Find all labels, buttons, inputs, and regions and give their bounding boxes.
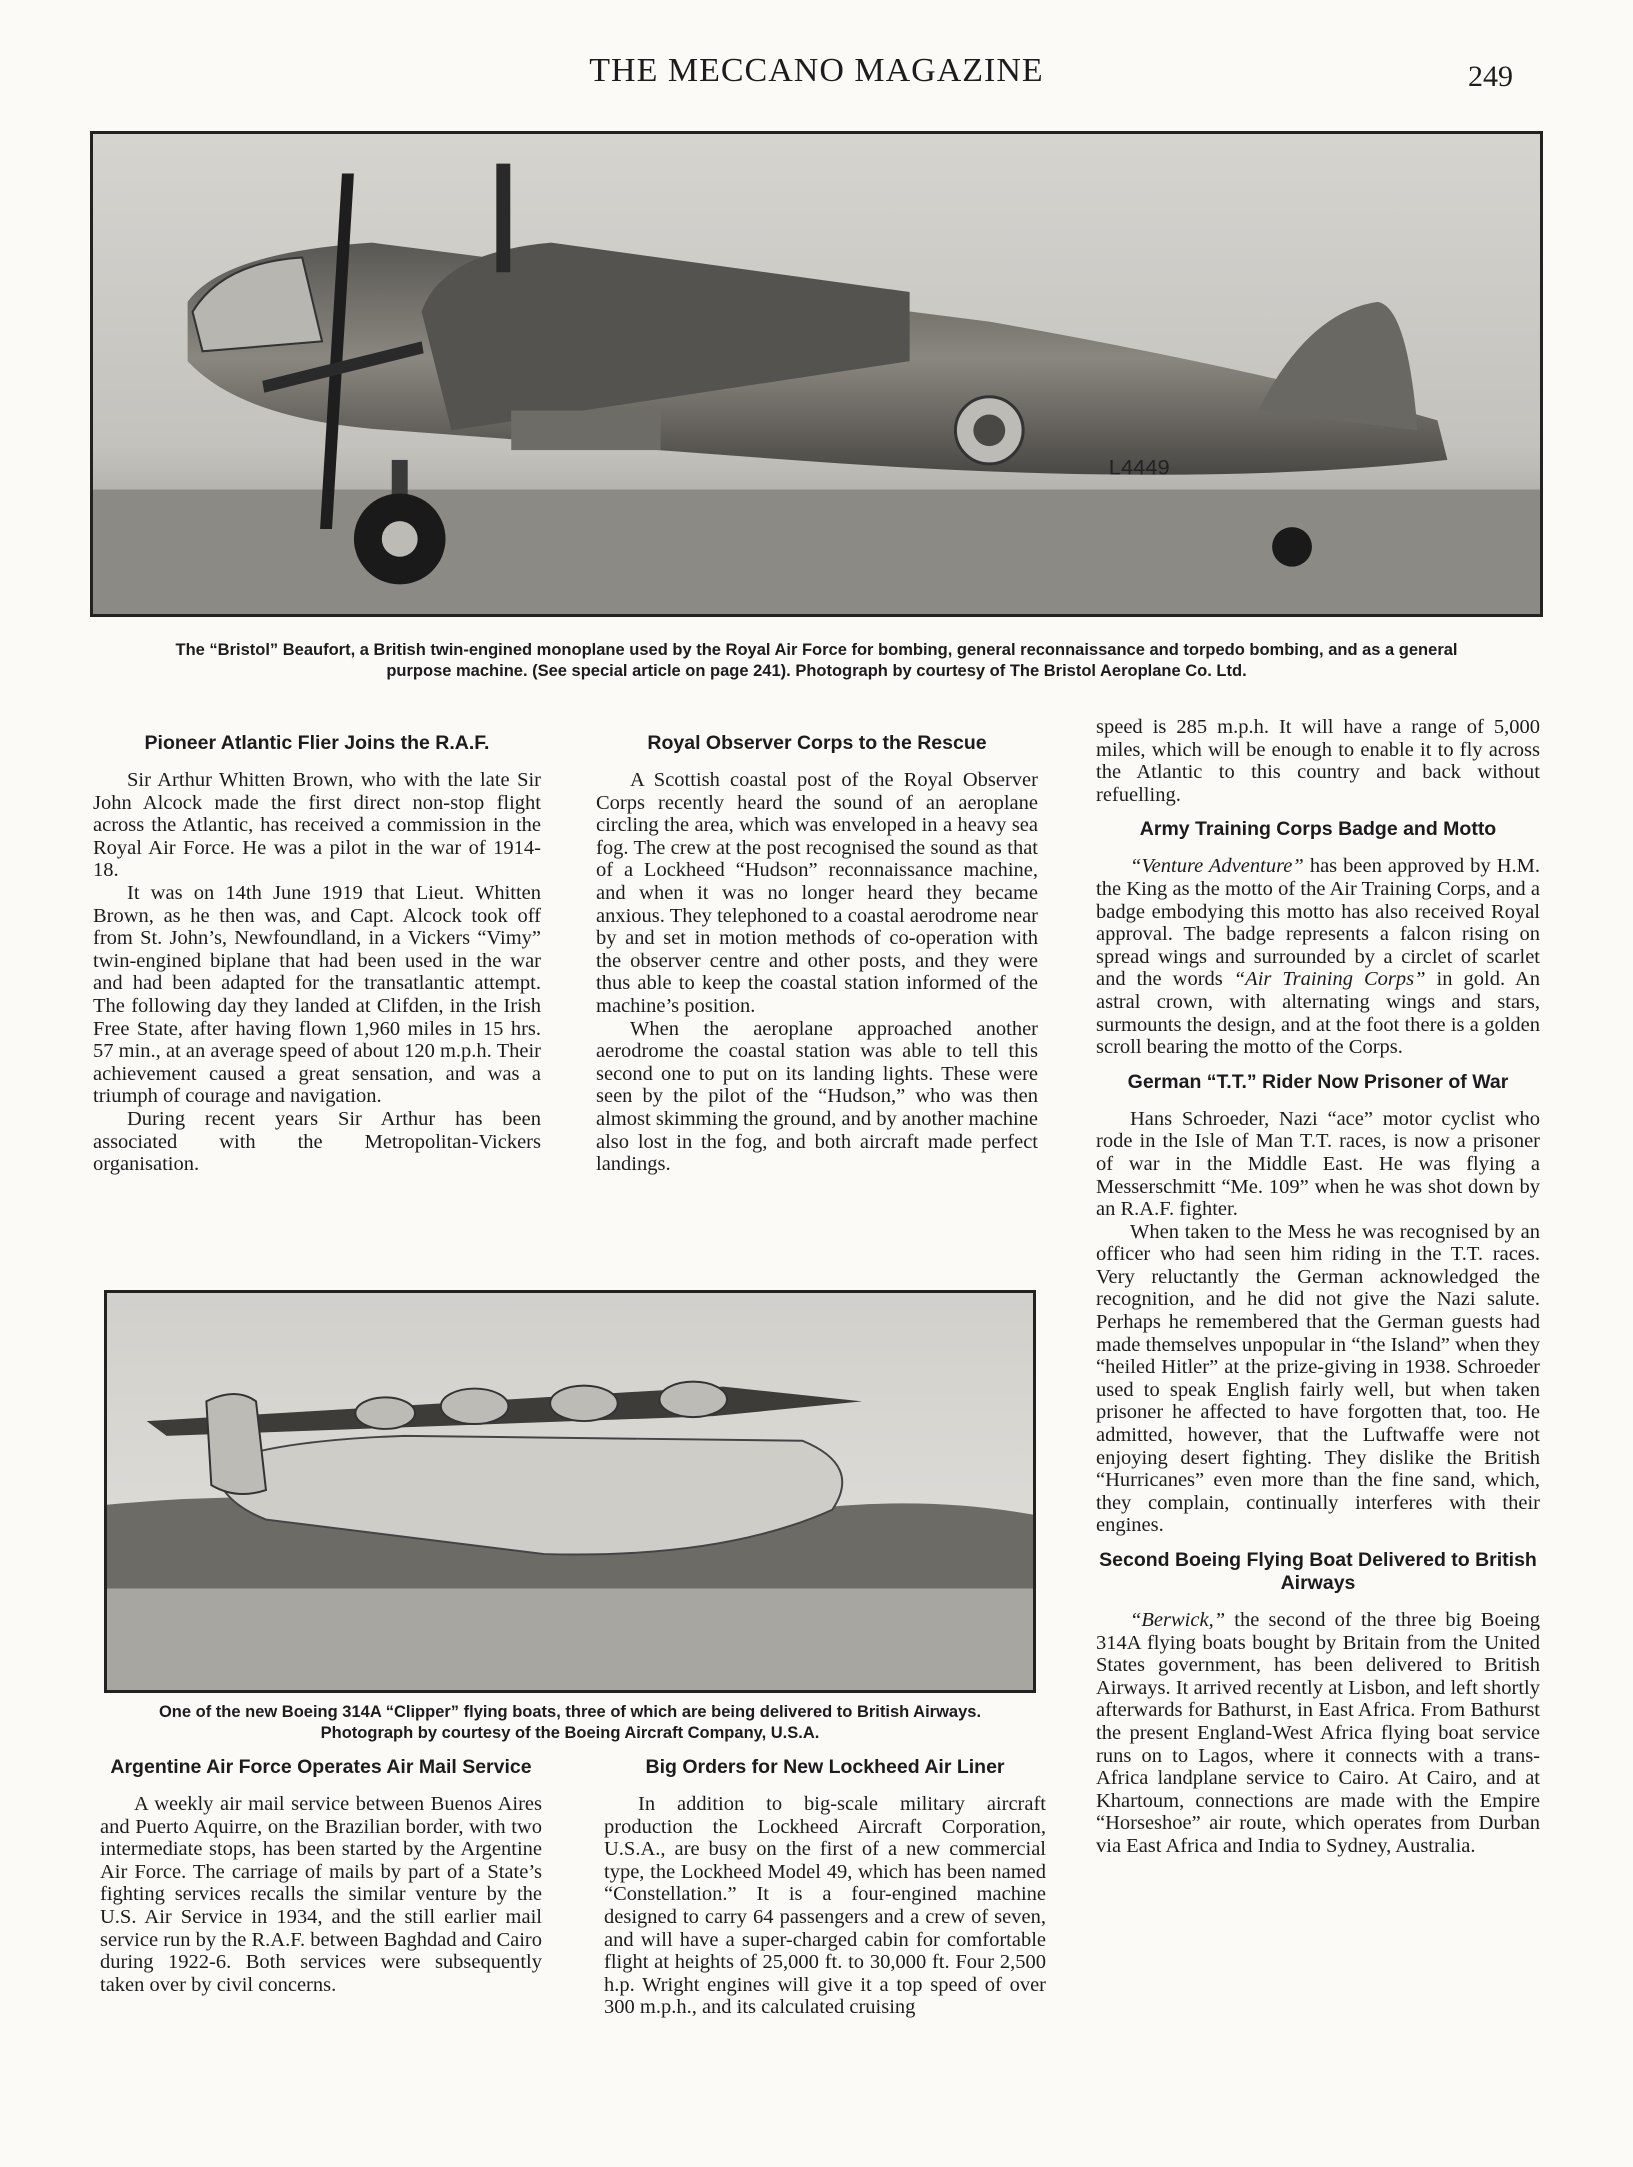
argentine-paragraph-1: A weekly air mail service between Buenos Aires and Puerto Aquirre, on the Brazilian border, with two intermediate stops, has been started by the Argentine Air Force. The carriage of mails by part of a State’s fighting services recalls the similar venture by the U.S. Air Service in 1934, and the still earlier mail service run by the R.A.F. between Baghdad and Cairo during 1922-6. Both services were subsequently taken over by civil concerns. <box>100 1793 542 1996</box>
training-motto: “Venture Adventure” <box>1130 855 1304 878</box>
running-head: THE MECCANO MAGAZINE <box>589 52 1044 89</box>
article-title-lockheed: Big Orders for New Lockheed Air Liner <box>645 1756 1005 1778</box>
column-middle-lower <box>604 1756 1046 2019</box>
observer-paragraph-2: When the aeroplane approached another aerodrome the coastal station was able to tell this second one to put on its landing lights. These were seen by the pilot of the “Hudson,” who was then almost skimming the ground, and by another machine also lost in the fog, and both aircraft made perfect landings. <box>596 1017 1038 1176</box>
beaufort-caption-line2: purpose machine. (See special article on page 241). Photograph by courtesy of The Bristol Aeroplane Co. Ltd. <box>386 662 1247 680</box>
beaufort-photo <box>90 131 1543 617</box>
observer-paragraph-1: A Scottish coastal post of the Royal Observer Corps recently heard the sound of an aeroplane circling the area, which was enveloped in a heavy sea fog. The crew at the post recognised the sound as that of a Lockheed “Hudson” reconnaissance machine, and when it was no longer heard they became anxious. They telephoned to a coastal aerodrome near by and set in motion methods of co-operation with the observer centre and other posts, and they were thus able to keep the coastal station informed of the machine’s position. <box>596 769 1038 1017</box>
page-number: 249 <box>1468 60 1513 93</box>
article-title-boeing: Second Boeing Flying Boat Delivered to British Airways <box>1099 1549 1537 1594</box>
training-text-a: has been approved by H.M. the King as the motto of the Air Training Corps, and a badge embodying this motto has also received Royal approval. The badge represents a falcon rising on spread wings and surrounded by a circlet of scarlet and the words <box>1096 855 1540 991</box>
beaufort-caption <box>70 640 1563 682</box>
boeing-name: “Berwick,” <box>1130 1609 1226 1631</box>
german-paragraph-1: Hans Schroeder, Nazi “ace” motor cyclist who rode in the Isle of Man T.T. races, is now a prisoner of war in the Middle East. He was flying a Messerschmitt “Me. 109” when he was shot down by an R.A.F. fighter. <box>1096 1107 1540 1221</box>
article-title-observer: Royal Observer Corps to the Rescue <box>647 732 987 754</box>
article-title-training: Army Training Corps Badge and Motto <box>1139 818 1497 841</box>
beaufort-caption-line1: The “Bristol” Beaufort, a British twin-engined monoplane used by the Royal Air Force for bombing, general reconnaissance and torpedo bombing, and as a general <box>175 641 1458 659</box>
boeing-paragraph-1 <box>1096 1609 1540 1858</box>
german-paragraph-2: When taken to the Mess he was recognised by an officer who had seen him riding in the T.T. races. Very reluctantly the German acknowledged the recognition, and he did not give the Nazi salute. Perhaps he remembered that the German guests had made themselves unpopular in “the Island” when they “heiled Hitler” at the prize-giving in 1938. Schroeder used to speak English fairly well, but when taken prisoner he affected to have forgotten that, too. He admitted, however, that the Luftwaffe were not enjoying desert fighting. They dislike the British “Hurricanes” even more than the fine sand, which, they complain, continually interferes with their engines. <box>1096 1220 1540 1537</box>
training-paragraph-1 <box>1096 855 1540 1058</box>
boeing-caption-line2: Photograph by courtesy of the Boeing Aircraft Company, U.S.A. <box>320 1724 820 1742</box>
pioneer-paragraph-1: Sir Arthur Whitten Brown, who with the late Sir John Alcock made the first direct non-stop flight across the Atlantic, has received a commission in the Royal Air Force. He was a pilot in the war of 1914-18. <box>93 769 541 882</box>
column-left-upper <box>93 732 541 1176</box>
article-title-argentine: Argentine Air Force Operates Air Mail Service <box>110 1756 532 1778</box>
training-corps-words: “Air Training Corps” <box>1233 968 1426 991</box>
article-title-german: German “T.T.” Rider Now Prisoner of War <box>1127 1070 1509 1093</box>
article-title-pioneer: Pioneer Atlantic Flier Joins the R.A.F. <box>144 732 490 754</box>
training-text-b: in gold. An astral crown, with alternating wings and stars, surmounts the design, and at the foot there is a golden scroll bearing the motto of the Corps. <box>1096 968 1540 1059</box>
boeing-photo <box>104 1290 1036 1693</box>
column-right <box>1096 716 1540 1858</box>
boeing-caption <box>96 1702 1044 1744</box>
column-middle-upper <box>596 732 1038 1176</box>
pioneer-paragraph-3: During recent years Sir Arthur has been associated with the Metropolitan-Vickers organisation. <box>93 1107 541 1176</box>
lockheed-paragraph-1: In addition to big-scale military aircraft production the Lockheed Aircraft Corporation, U.S.A., are busy on the first of a new commercial type, the Lockheed Model 49, which has been named “Constellation.” It is a four-engined machine designed to carry 64 passengers and a crew of seven, and will have a super-charged cabin for comfortable flight at heights of 25,000 ft. to 30,000 ft. Four 2,500 h.p. Wright engines will give it a top speed of over 300 m.p.h., and its calculated cruising <box>604 1793 1046 2019</box>
pioneer-paragraph-2: It was on 14th June 1919 that Lieut. Whitten Brown, as he then was, and Capt. Alcock took off from St. John’s, Newfoundland, in a Vickers “Vimy” twin-engined biplane that had been used in the war and had been adapted for the transatlantic attempt. The following day they landed at Clifden, in the Irish Free State, after having flown 1,960 miles in 15 hrs. 57 min., at an average speed of about 120 m.p.h. Their achievement caused a great sensation, and was a triumph of courage and navigation. <box>93 881 541 1108</box>
column-left-lower <box>100 1756 542 1996</box>
continued-paragraph: speed is 285 m.p.h. It will have a range of 5,000 miles, which will be enough to enable it to fly across the Atlantic to this country and back without refuelling. <box>1096 716 1540 806</box>
registration-marking: L4449 <box>1108 454 1170 480</box>
boeing-text: the second of the three big Boeing 314A flying boats bought by Britain from the United States government, has been delivered to British Airways. It arrived recently at Lisbon, and left shortly afterwards for Bathurst, in East Africa. From Bathurst the present England-West Africa flying boat service runs on to Lagos, where it connects with a trans-Africa landplane service to Cairo. At Cairo, and at Khartoum, connections are made with the Empire “Horseshoe” air route, which operates from Durban via East Africa and India to Sydney, Australia. <box>1096 1609 1540 1857</box>
boeing-caption-line1: One of the new Boeing 314A “Clipper” flying boats, three of which are being delivered to British Airways. <box>158 1703 982 1721</box>
